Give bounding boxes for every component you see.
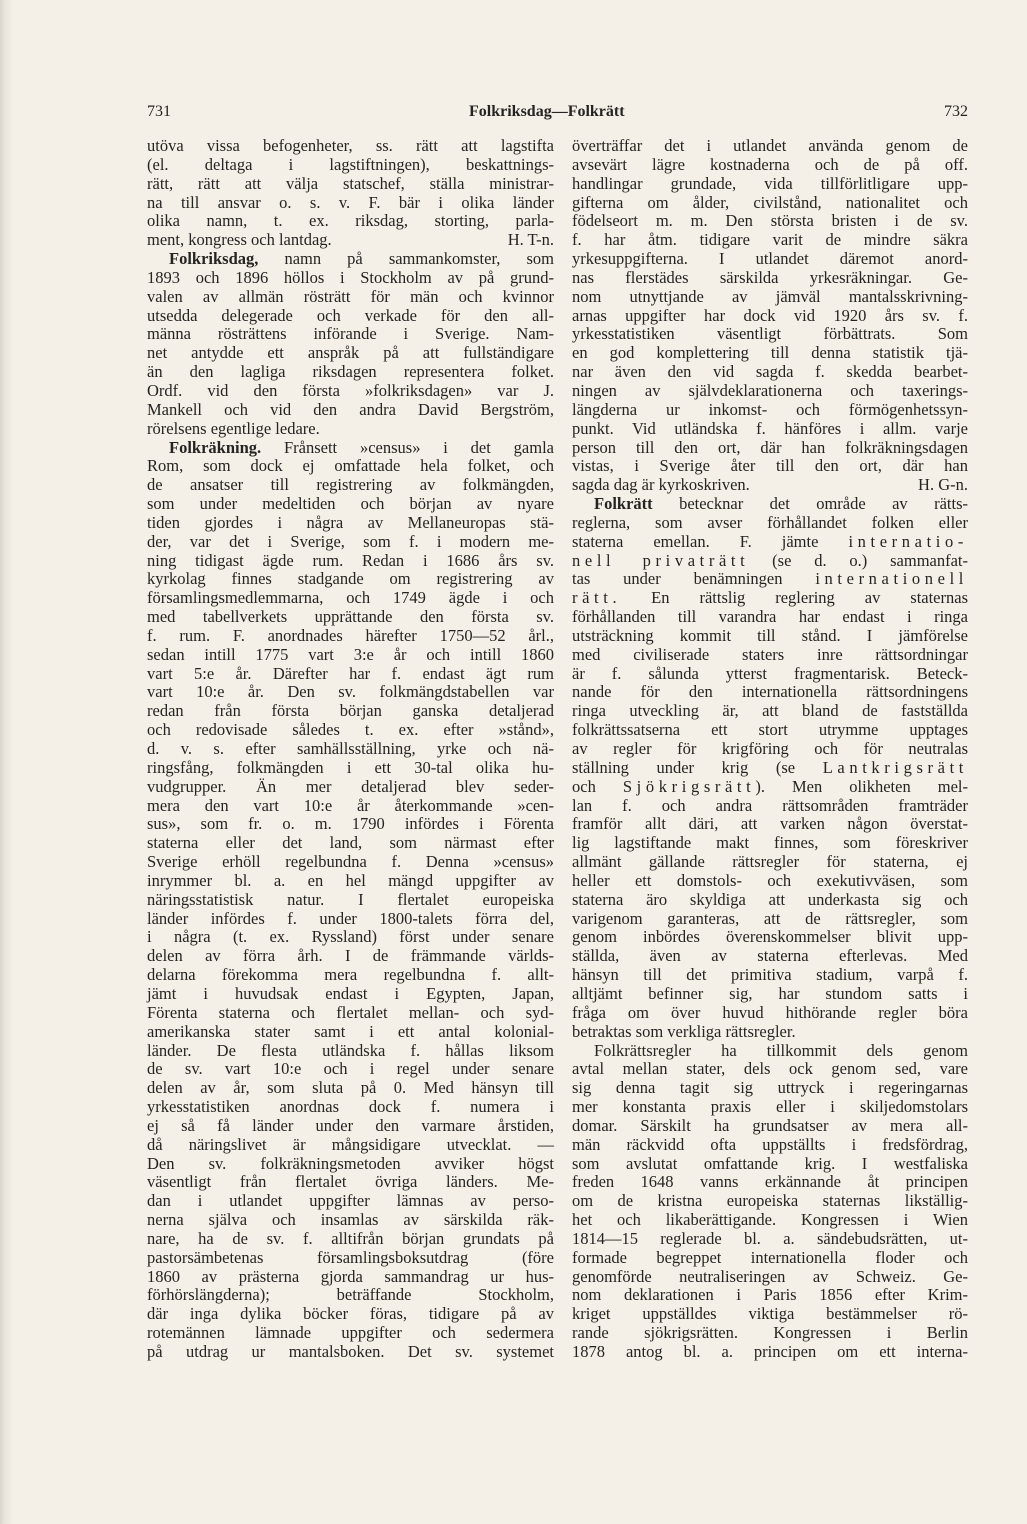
text-line: person till den ort, där han folkräkningsdagen	[572, 437, 968, 457]
text-line: 1893 och 1896 höllos i Stockholm av på grund-	[147, 267, 554, 287]
text-line: avtal mellan stater, dels ock genom sed, vare	[572, 1059, 968, 1079]
text-line: arnas uppgifter har dock vid 1920 års sv. f.	[572, 305, 968, 325]
spaced-term: Sjökrigsrätt	[622, 776, 756, 796]
running-title: Folkriksdag—Folkrätt	[469, 103, 625, 120]
text-line: ringa utveckling är, att bland de fastställda	[572, 701, 968, 721]
text-line: rande sjökrigsrätten. Kongressen i Berlin	[572, 1323, 968, 1343]
line-segment: (se d. o.) sammanfat-	[749, 550, 968, 570]
text-line: Sverige erhöll regelbundna f. Denna »census»	[147, 852, 554, 872]
text-line: som under medeltiden och början av nyare	[147, 494, 554, 514]
text-line: yrkesstatistiken väsentligt förbättrats. Som	[572, 324, 968, 344]
text-line: ställda, även av staterna efterlevas. Med	[572, 946, 968, 966]
text-line: som avslutat omfattande krig. I westfaliska	[572, 1153, 968, 1173]
text-line: alltjämt befinner sig, har stundom satts i	[572, 983, 968, 1003]
text-line: där inga dylika böcker föras, tidigare på av	[147, 1304, 554, 1324]
text-line: yrkesuppgifterna. I utlandet däremot anord-	[572, 249, 968, 269]
text-line: pastorsämbetenas församlingsboksutdrag (före	[147, 1247, 554, 1267]
text-line: Ordf. vid den första »folkriksdagen» var J.	[147, 380, 554, 400]
page-number-right: 732	[944, 103, 968, 120]
text-line	[147, 231, 554, 250]
text-line	[572, 589, 968, 608]
text-line: ningen av självdeklarationerna och taxerings-	[572, 380, 968, 400]
text-line: genom inbördes överenskommelser blivit upp-	[572, 927, 968, 947]
text-line: sus», som fr. o. m. 1790 infördes i Förenta	[147, 814, 554, 834]
line-segment: ment, kongress och lantdag.	[147, 230, 332, 250]
text-line: varigenom garanteras, att de rättsregler, som	[572, 908, 968, 928]
text-line: handlingar grundade, vida tillförlitligare upp-	[572, 173, 968, 193]
text-line: rotemännen lämnade uppgifter och sedermera	[147, 1323, 554, 1343]
text-line: het och likaberättigande. Kongressen i Wien	[572, 1210, 968, 1230]
text-line: män räckvidd ofta uppställts i fredsfördrag,	[572, 1134, 968, 1154]
text-line: tiden gjordes i några av Mellaneuropas stä-	[147, 512, 554, 532]
text-line: freden 1648 vanns erkännande åt principen	[572, 1172, 968, 1192]
text-line: förhörslängderna); beträffande Stockholm,	[147, 1285, 554, 1305]
text-line: dan i utlandet uppgifter lämnas av perso-	[147, 1191, 554, 1211]
line-segment: En rättslig reglering av staternas	[621, 588, 968, 608]
text-line: 1860 av prästerna gjorda sammandrag ur hus-	[147, 1266, 554, 1286]
line-segment: namn på sammankomster, som	[258, 249, 554, 269]
text-line: kyrkolag finnes stadgande om registrering av	[147, 569, 554, 589]
text-line: delen av år, som sluta på 0. Med hänsyn till	[147, 1078, 554, 1098]
text-line: nar även den vid sagda f. skedda bearbet-	[572, 362, 968, 382]
text-line: födelseort m. m. Den största bristen i de sv.	[572, 211, 968, 231]
line-segment: rörelsens egentlige ledare.	[147, 418, 320, 438]
text-line: överträffar det i utlandet använda genom de	[572, 136, 968, 155]
text-column-right	[572, 137, 968, 1362]
text-line: delen av förra årh. I de främmande världs-	[147, 946, 554, 966]
page-gutter-shadow	[0, 0, 14, 1524]
text-line	[572, 495, 968, 514]
line-segment: sagda dag är kyrkoskriven.	[572, 475, 750, 495]
line-segment: betecknar det område av rätts-	[652, 494, 968, 514]
text-line: 1878 antog bl. a. principen om ett interna-	[572, 1342, 968, 1361]
entry-headword: Folkräkning.	[169, 437, 262, 457]
text-line: framför allt däri, att varken någon överstat-	[572, 814, 968, 834]
text-line: delarna förekomma mera regelbundna f. allt-	[147, 965, 554, 985]
text-line: församlingsmedlemmarna, och 1749 ägde i och	[147, 588, 554, 608]
text-line: om de kristna europeiska staternas likställig-	[572, 1191, 968, 1211]
text-line	[572, 570, 968, 589]
text-line: utsträckning kommit till stånd. I jämförelse	[572, 625, 968, 645]
text-line: f. rum. F. anordnades härefter 1750—52 årl.,	[147, 625, 554, 645]
line-segment: Frånsett »census» i det gamla	[261, 437, 554, 457]
line-segment: Folkrättsregler ha tillkommit dels genom	[594, 1040, 968, 1060]
text-line: d. v. s. efter samhällsställning, yrke och nä-	[147, 739, 554, 758]
line-segment: staterna emellan. F. jämte	[572, 531, 849, 551]
text-line: av regler för krigföring och för neutralas	[572, 739, 968, 758]
author-signature: H. G-n.	[918, 475, 968, 495]
text-line: nas flerstädes särskilda yrkesräkningar. Ge-	[572, 267, 968, 287]
text-line: sig denna tagit sig uttryck i regeringarnas	[572, 1078, 968, 1098]
entry-headword: Folkriksdag,	[169, 249, 259, 269]
spaced-term: nell privaträtt	[572, 550, 750, 570]
text-line: en god komplettering till denna statistik tjä-	[572, 343, 968, 363]
text-line: kriget uppställdes viktiga bestämmelser rö-	[572, 1304, 968, 1324]
text-line: allmänt gällande rättsregler för staterna, ej	[572, 852, 968, 872]
spaced-term: internationell	[815, 569, 968, 589]
text-line: nande för den internationella rättsordningens	[572, 682, 968, 702]
text-line: olika namn, t. ex. riksdag, storting, parla-	[147, 211, 554, 231]
text-line: och redovisade således t. ex. efter »stånd»,	[147, 720, 554, 740]
text-line: 1814—15 reglerade bl. a. sändebudsrätten, ut-	[572, 1228, 968, 1248]
spaced-term: internatio-	[848, 531, 968, 551]
text-line: na till ansvar o. s. v. F. bär i olika länder	[147, 192, 554, 212]
text-line: i några (t. ex. Ryssland) först under senare	[147, 927, 554, 947]
text-line: fråga om över huvud hithörande regler böra	[572, 1002, 968, 1022]
text-line: mera den vart 10:e år återkommande »cen-	[147, 795, 554, 815]
text-line: nerna själva och insamlas av särskilda räk-	[147, 1210, 554, 1230]
text-line	[147, 420, 554, 439]
text-line: de sv. vart 10:e och i regel under senare	[147, 1059, 554, 1079]
text-line: avsevärt lägre kostnaderna och de på off.	[572, 154, 968, 174]
text-line: nare, ha de sv. f. alltifrån början grundats på	[147, 1228, 554, 1248]
text-line: folkrättssatserna ett stort utrymme upptages	[572, 720, 968, 740]
text-line: utsedda delegerade och verkade för den all-	[147, 305, 554, 325]
text-line	[572, 552, 968, 571]
text-line: på utdrag ur mantalsboken. Det sv. systemet	[147, 1342, 554, 1361]
text-line: näringsstatistisk natur. I flertalet europeiska	[147, 889, 554, 909]
author-signature: H. T-n.	[507, 230, 554, 250]
text-line: ning tidigast ägde rum. Redan i 1686 års sv.	[147, 550, 554, 570]
text-line: ej så få länder under den varmare årstiden,	[147, 1115, 554, 1135]
text-line	[572, 1042, 968, 1061]
text-line: mer konstanta praxis eller i skiljedomstolars	[572, 1097, 968, 1117]
text-line: männa rösträttens införande i Sverige. Nam-	[147, 324, 554, 344]
text-line: heller ett domstols- och exekutivväsen, som	[572, 870, 968, 890]
text-line: Rom, som dock ej omfattade hela folket, och	[147, 456, 554, 476]
text-line: amerikanska stater samt i ett antal kolonial-	[147, 1021, 554, 1041]
text-line: är f. sålunda ytterst fragmentarisk. Beteck-	[572, 663, 968, 683]
line-segment: ställning under krig (se	[572, 757, 823, 777]
text-line: de ansatser till registrering av folkmängden,	[147, 475, 554, 495]
text-line: länder infördes f. under 1800-talets förra del,	[147, 908, 554, 928]
text-line: vart 5:e år. Därefter har f. endast ägt rum	[147, 663, 554, 683]
text-line: väsentligt från flertalet övriga länders. Me-	[147, 1172, 554, 1192]
running-header	[147, 101, 968, 123]
text-line: då näringslivet är mångsidigare utvecklat. —	[147, 1134, 554, 1154]
text-line: vistas, i Sverige åter till den ort, där han	[572, 456, 968, 476]
text-line: jämt i huvudsak endast i Egypten, Japan,	[147, 983, 554, 1003]
text-line: formade begreppet internationella floder och	[572, 1247, 968, 1267]
text-line: gifterna om ålder, civilstånd, nationalitet och	[572, 192, 968, 212]
text-line: nom deklarationen i Paris 1856 efter Krim-	[572, 1285, 968, 1305]
text-line: vudgrupper. Än mer detaljerad blev seder-	[147, 776, 554, 796]
text-line: der, var det i Sverige, som f. i modern me-	[147, 531, 554, 551]
text-line: genomförde neutraliseringen av Schweiz. Ge-	[572, 1266, 968, 1286]
text-line	[147, 250, 554, 269]
line-segment: tas under benämningen	[572, 569, 816, 589]
text-line	[572, 533, 968, 552]
text-line: ringsfång, folkmängden i ett 30-tal olika hu-	[147, 757, 554, 777]
text-line: längderna ur inkomst- och förmögenhetssyn-	[572, 399, 968, 419]
text-line: vart 10:e år. Den sv. folkmängdstabellen var	[147, 682, 554, 702]
text-line: Förenta staterna och flertalet mellan- och syd-	[147, 1002, 554, 1022]
text-line: net antydde ett anspråk på att fullständigare	[147, 343, 554, 363]
text-line	[147, 439, 554, 458]
text-line: redan från första början ganska detaljerad	[147, 701, 554, 721]
text-line: staterna äro skyldiga att underkasta sig och	[572, 889, 968, 909]
text-line: inrymmer bl. a. en hel mängd uppgifter av	[147, 870, 554, 890]
text-line: länder. De flesta utländska f. hållas liksom	[147, 1040, 554, 1060]
text-line: förhållanden till varandra har endast i ringa	[572, 607, 968, 627]
text-line: än den lagliga riksdagen representera folket.	[147, 362, 554, 382]
text-line: domar. Särskilt ha grundsatser av mera all-	[572, 1115, 968, 1135]
line-segment: ). Men olikheten mel-	[755, 776, 968, 796]
text-line	[572, 759, 968, 778]
text-line: rätt, rätt att välja statschef, ställa ministrar-	[147, 173, 554, 193]
page-number-left: 731	[147, 103, 171, 120]
spaced-term: rätt.	[572, 588, 622, 608]
text-line	[572, 778, 968, 797]
text-line: nom utnyttjande av jämväl mantalsskrivning-	[572, 286, 968, 306]
text-line: Den sv. folkräkningsmetoden avviker högst	[147, 1153, 554, 1173]
text-line	[572, 1023, 968, 1042]
text-line: hänsyn till det primitiva stadium, varpå f.	[572, 965, 968, 985]
text-line: valen av allmän rösträtt för män och kvinnor	[147, 286, 554, 306]
line-segment: betraktas som verkliga rättsregler.	[572, 1021, 796, 1041]
text-line: reglerna, som avser förhållandet folken eller	[572, 512, 968, 532]
text-line: med civiliserade staters inre rättsordningar	[572, 644, 968, 664]
entry-headword: Folkrätt	[594, 494, 653, 514]
text-line: sedan intill 1775 vart 3:e år och intill 1860	[147, 644, 554, 664]
text-line: (el. deltaga i lagstiftningen), beskattnings-	[147, 154, 554, 174]
text-line: utöva vissa befogenheter, ss. rätt att lagstifta	[147, 136, 554, 155]
spaced-term: Lantkrigsrätt	[822, 757, 968, 777]
text-column-left	[147, 137, 554, 1362]
text-line: med tabellverkets upprättande den första sv.	[147, 607, 554, 627]
text-line: lig lagstiftande makt finnes, som föreskriver	[572, 833, 968, 853]
text-line: lan f. och andra rättsområden framträder	[572, 795, 968, 815]
text-line: yrkesstatistiken anordnas dock f. numera i	[147, 1097, 554, 1117]
text-line: punkt. Vid utländska f. hänföres i allm. varje	[572, 418, 968, 438]
text-line: staterna eller det land, som närmast efter	[147, 833, 554, 853]
text-line: f. har åtm. tidigare varit de mindre säkra	[572, 230, 968, 250]
line-segment: och	[572, 776, 623, 796]
text-line	[572, 476, 968, 495]
text-line: Mankell och vid den andra David Bergström,	[147, 399, 554, 419]
